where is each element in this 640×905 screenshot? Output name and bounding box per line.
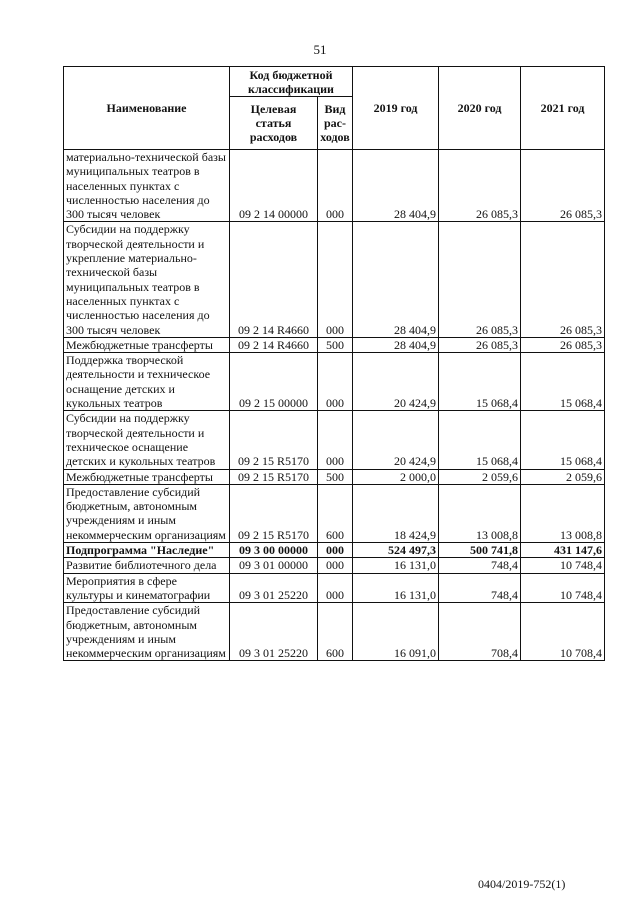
row-value-2021: 26 085,3: [521, 337, 605, 352]
row-value-2020: 15 068,4: [439, 411, 521, 469]
document-code: 0404/2019-752(1): [478, 877, 566, 891]
row-target-article: 09 2 14 R4660: [230, 337, 318, 352]
row-value-2019: 18 424,9: [353, 484, 439, 542]
row-value-2020: 15 068,4: [439, 353, 521, 411]
row-name: Межбюджетные трансферты: [64, 337, 230, 352]
row-name: Субсидии на поддержку творческой деятельности и укрепление материально-технической базы муниципальных театров в населенных пунктах с численностью населения до 300 тысяч человек: [64, 222, 230, 337]
row-value-2020: 748,4: [439, 573, 521, 603]
header-expense-type: Вид рас-ходов: [318, 97, 353, 150]
row-value-2019: 20 424,9: [353, 353, 439, 411]
row-expense-type: 000: [318, 222, 353, 337]
row-target-article: 09 3 01 25220: [230, 603, 318, 661]
row-value-2019: 16 131,0: [353, 558, 439, 573]
page-number: 51: [313, 42, 327, 57]
table-body: [64, 150, 605, 661]
row-name: Развитие библиотечного дела: [64, 558, 230, 573]
table-row: [64, 411, 605, 469]
row-target-article: 09 2 14 R4660: [230, 222, 318, 337]
row-value-2019: 16 131,0: [353, 573, 439, 603]
row-value-2020: 26 085,3: [439, 150, 521, 222]
row-value-2021: 13 008,8: [521, 484, 605, 542]
row-value-2019: 524 497,3: [353, 543, 439, 558]
row-name: Поддержка творческой деятельности и техническое оснащение детских и кукольных театров: [64, 353, 230, 411]
row-value-2019: 2 000,0: [353, 469, 439, 484]
row-value-2019: 28 404,9: [353, 222, 439, 337]
header-2021: 2021 год: [521, 67, 605, 150]
row-value-2019: 28 404,9: [353, 150, 439, 222]
table-row: [64, 469, 605, 484]
row-value-2020: 2 059,6: [439, 469, 521, 484]
row-value-2021: 2 059,6: [521, 469, 605, 484]
row-name: Межбюджетные трансферты: [64, 469, 230, 484]
row-target-article: 09 3 01 00000: [230, 558, 318, 573]
row-expense-type: 000: [318, 353, 353, 411]
row-expense-type: 500: [318, 469, 353, 484]
row-name: Предоставление субсидий бюджетным, автономным учреждениям и иным некоммерческим организациям: [64, 484, 230, 542]
row-value-2020: 708,4: [439, 603, 521, 661]
row-expense-type: 000: [318, 558, 353, 573]
row-name: Подпрограмма "Наследие": [64, 543, 230, 558]
header-name: Наименование: [64, 67, 230, 150]
row-value-2021: 431 147,6: [521, 543, 605, 558]
header-target-article: Целевая статья расходов: [230, 97, 318, 150]
row-name: Мероприятия в сфере культуры и кинематографии: [64, 573, 230, 603]
budget-table: [63, 66, 605, 661]
table-row: [64, 558, 605, 573]
row-value-2019: 20 424,9: [353, 411, 439, 469]
table-row: [64, 150, 605, 222]
row-target-article: 09 2 15 R5170: [230, 411, 318, 469]
row-value-2020: 26 085,3: [439, 337, 521, 352]
table-row: [64, 353, 605, 411]
row-target-article: 09 2 15 00000: [230, 353, 318, 411]
row-value-2021: 26 085,3: [521, 222, 605, 337]
header-2020: 2020 год: [439, 67, 521, 150]
row-expense-type: 000: [318, 543, 353, 558]
row-expense-type: 600: [318, 603, 353, 661]
row-value-2021: 15 068,4: [521, 411, 605, 469]
row-name: Предоставление субсидий бюджетным, автономным учреждениям и иным некоммерческим организациям: [64, 603, 230, 661]
row-value-2021: 10 748,4: [521, 573, 605, 603]
row-value-2020: 26 085,3: [439, 222, 521, 337]
row-target-article: 09 2 14 00000: [230, 150, 318, 222]
table-row: [64, 337, 605, 352]
row-target-article: 09 2 15 R5170: [230, 469, 318, 484]
row-value-2021: 10 708,4: [521, 603, 605, 661]
row-expense-type: 500: [318, 337, 353, 352]
row-value-2019: 28 404,9: [353, 337, 439, 352]
row-value-2020: 500 741,8: [439, 543, 521, 558]
table-row: [64, 222, 605, 337]
row-expense-type: 000: [318, 150, 353, 222]
table-row: [64, 543, 605, 558]
row-name: материально-технической базы муниципальных театров в населенных пунктах с численностью населения до 300 тысяч человек: [64, 150, 230, 222]
table-row: [64, 603, 605, 661]
row-expense-type: 000: [318, 573, 353, 603]
row-value-2021: 10 748,4: [521, 558, 605, 573]
row-target-article: 09 2 15 R5170: [230, 484, 318, 542]
row-target-article: 09 3 01 25220: [230, 573, 318, 603]
row-name: Субсидии на поддержку творческой деятельности и техническое оснащение детских и кукольных театров: [64, 411, 230, 469]
row-expense-type: 600: [318, 484, 353, 542]
table-row: [64, 573, 605, 603]
table-row: [64, 484, 605, 542]
row-expense-type: 000: [318, 411, 353, 469]
row-value-2020: 13 008,8: [439, 484, 521, 542]
row-value-2019: 16 091,0: [353, 603, 439, 661]
row-value-2020: 748,4: [439, 558, 521, 573]
header-2019: 2019 год: [353, 67, 439, 150]
header-code-group: Код бюджетной классификации: [230, 67, 353, 97]
row-value-2021: 15 068,4: [521, 353, 605, 411]
row-target-article: 09 3 00 00000: [230, 543, 318, 558]
row-value-2021: 26 085,3: [521, 150, 605, 222]
